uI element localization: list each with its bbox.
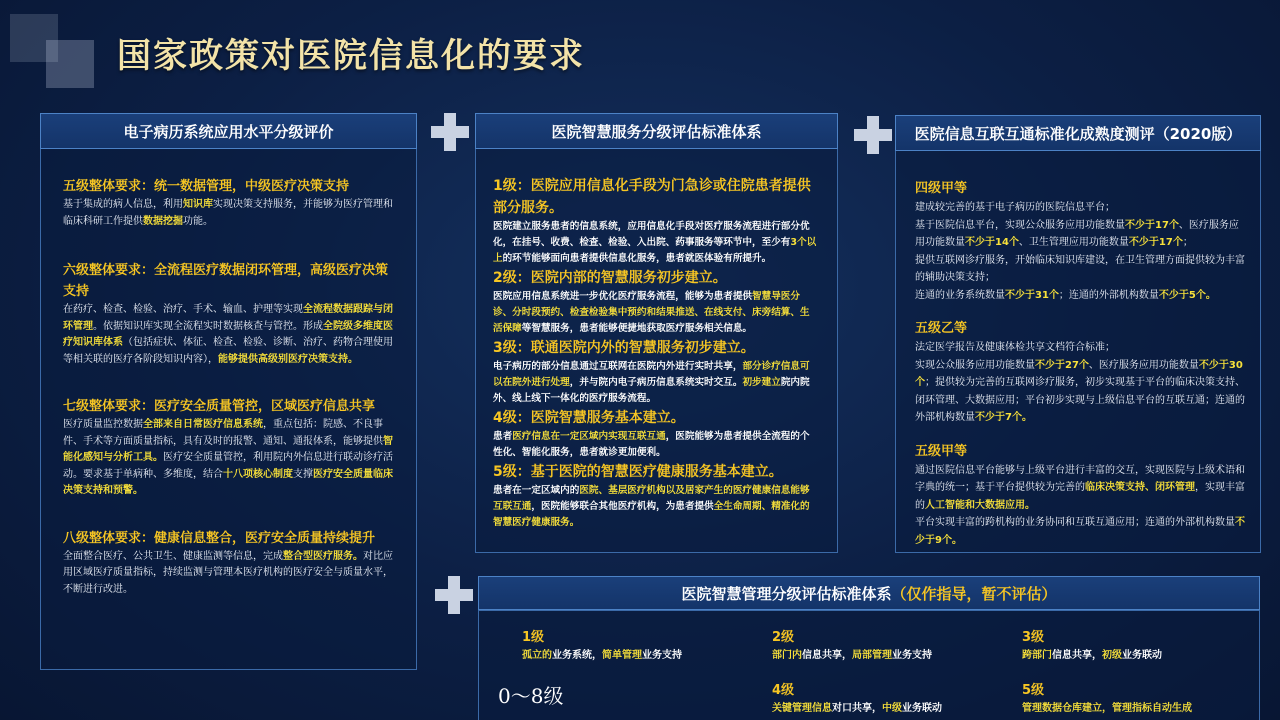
body-text: 对口共享， xyxy=(832,703,882,714)
highlight-text: 管理数据仓库建立，管理指标自动生成 xyxy=(1022,703,1192,714)
left-section xyxy=(63,176,393,230)
highlight-text: 关键管理信息 xyxy=(772,703,832,714)
level-body xyxy=(493,289,819,337)
body-text: （包括症状、体征、检查、检验、诊断、治疗、药物合理使用等相关联的医疗各阶段知识内容）， xyxy=(63,337,393,365)
body-text: 全面整合医疗、公共卫生、健康监测等信息，完成 xyxy=(63,550,283,562)
section-body xyxy=(915,462,1245,550)
highlight-text: 不少于7个。 xyxy=(975,412,1032,423)
body-text: 支撑 xyxy=(293,468,313,480)
highlight-text: 部门内 xyxy=(772,650,802,661)
highlight-text: 智慧导医分诊、分时段预约、检查检验集中预约和结果推送、在线支付、床旁结算、生活保障 xyxy=(493,291,810,334)
highlight-text: 不少于5个。 xyxy=(1158,289,1216,301)
mgmt-level-desc xyxy=(522,646,682,661)
body-text: ，实现丰富的 xyxy=(915,482,1245,511)
body-text: 、医疗服务应用功能数量 xyxy=(1088,359,1199,371)
highlight-text: 临床决策支持、闭环管理 xyxy=(1085,482,1195,493)
body-text: 业务支持 xyxy=(642,650,682,661)
body-text: 法定医学报告及健康体检共享文档符合标准； xyxy=(915,342,1115,353)
plus-icon xyxy=(854,116,892,154)
highlight-text: 初步建立 xyxy=(742,377,781,388)
right-panel-header: 医院信息互联互通标准化成熟度测评（2020版） xyxy=(895,115,1261,151)
level-range: 0～8级 xyxy=(498,684,564,708)
body-text: 患者 xyxy=(493,431,513,442)
level-title: 4级：医院智慧服务基本建立。 xyxy=(493,410,685,426)
right-section xyxy=(915,441,1245,550)
left-section xyxy=(63,260,393,368)
body-text: 、医疗服务应用功能数量 xyxy=(915,219,1239,248)
level-title: 3级：联通医院内外的智慧服务初步建立。 xyxy=(493,340,755,356)
middle-panel-header: 医院智慧服务分级评估标准体系 xyxy=(475,113,838,149)
mgmt-level-label: 5级 xyxy=(1022,683,1045,698)
level-title: 5级：基于医院的智慧医疗健康服务基本建立。 xyxy=(493,464,783,480)
body-text: ；连通的外部机构数量 xyxy=(1058,289,1159,301)
highlight-text: 整合型医疗服务。 xyxy=(283,550,363,562)
mgmt-level-desc xyxy=(772,699,942,714)
left-panel xyxy=(40,148,417,670)
right-panel xyxy=(895,150,1261,553)
decor-square xyxy=(46,40,94,88)
mgmt-level-desc xyxy=(1022,646,1162,661)
highlight-text: 全生命周期、精准化的智慧医疗健康服务。 xyxy=(493,501,810,528)
mgmt-level-desc xyxy=(772,646,932,661)
level-body xyxy=(493,429,819,461)
section-title: 六级整体要求：全流程医疗数据闭环管理，高级医疗决策支持 xyxy=(63,263,389,299)
body-text: ，并与院内电子病历信息系统实时交互。 xyxy=(569,377,743,388)
left-section xyxy=(63,528,393,599)
body-text: 信息共享， xyxy=(802,650,852,661)
body-text: 等智慧服务，患者能够便捷地获取医疗服务相关信息。 xyxy=(521,323,753,334)
highlight-text: 全流程数据跟踪与闭环管理 xyxy=(63,304,393,332)
highlight-text: 能够提供高级别医疗决策支持。 xyxy=(218,353,358,365)
body-text: 院内院外、线上线下一体化的医疗服务流程。 xyxy=(493,377,810,404)
highlight-text: 智能化感知与分析工具。 xyxy=(63,435,393,463)
mgmt-level-desc xyxy=(1022,699,1192,714)
body-text: 连通的业务系统数量 xyxy=(915,289,1005,301)
plus-icon xyxy=(435,576,473,614)
body-text: 通过医院信息平台能够与上级平台进行丰富的交互，实现医院与上级术语和字典的统一；基于平台提供较为完善的 xyxy=(915,464,1245,493)
body-text: 基于集成的病人信息，利用 xyxy=(63,199,183,210)
body-text: 医院应用信息系统进一步优化医疗服务流程，能够为患者提供 xyxy=(493,291,753,302)
highlight-text: 知识库 xyxy=(183,199,213,210)
body-text: 平台实现丰富的跨机构的业务协同和互联互通应用；连通的外部机构数量 xyxy=(915,517,1235,528)
highlight-text: 医院、基层医疗机构以及居家产生的医疗健康信息能够互联互通 xyxy=(493,485,810,512)
bottom-panel-header xyxy=(478,576,1260,610)
body-text: ； xyxy=(1182,237,1193,248)
bottom-header-note: （仅作指导，暂不评估） xyxy=(891,584,1057,603)
body-text: 在药疗、检查、检验、治疗、手术、输血、护理等实现 xyxy=(63,304,303,315)
left-panel-header: 电子病历系统应用水平分级评价 xyxy=(40,113,417,149)
highlight-text: 部分诊疗信息可以在院外进行处理 xyxy=(493,361,810,388)
highlight-text: 跨部门 xyxy=(1022,650,1052,661)
body-text: 业务联动 xyxy=(902,703,942,714)
body-text: 实现决策支持服务，并能够为医疗管理和临床科研工作提供 xyxy=(63,199,393,227)
section-title: 五级甲等 xyxy=(915,443,968,459)
body-text: 电子病历的部分信息通过互联网在医院内外进行实时共享， xyxy=(493,361,743,372)
body-text: 基于医院信息平台，实现公众服务应用功能数量 xyxy=(915,219,1125,231)
middle-levels xyxy=(493,175,819,531)
section-title: 四级甲等 xyxy=(915,181,968,196)
body-text: 对比应用区域医疗质量指标，持续监测与管理本医疗机构的医疗安全与质量水平，不断进行改进。 xyxy=(63,550,393,595)
body-text: 医疗安全质量管控，利用院内外信息进行联动诊疗活动。要求基于单病种、多维度，结合 xyxy=(63,452,393,480)
highlight-text: 不少于30个 xyxy=(915,359,1243,388)
page-title: 国家政策对医院信息化的要求 xyxy=(117,36,585,76)
left-sections xyxy=(63,176,393,598)
body-text: ，医院能够为患者提供全流程的个性化、智能化服务，患者就诊更加便利。 xyxy=(493,431,810,458)
body-text: 业务联动 xyxy=(1122,650,1162,661)
highlight-text: 不少于31个 xyxy=(1005,289,1059,301)
highlight-text: 不少于9个。 xyxy=(915,517,1245,546)
section-body xyxy=(63,417,393,500)
mgmt-level-label: 4级 xyxy=(772,683,795,698)
section-body xyxy=(915,339,1245,427)
mgmt-level-label: 1级 xyxy=(522,630,545,645)
body-text: 患者在一定区域内的 xyxy=(493,485,580,496)
section-title: 五级乙等 xyxy=(915,321,968,336)
section-body xyxy=(63,302,393,368)
body-text: 功能。 xyxy=(183,215,213,227)
highlight-text: 初级 xyxy=(1102,650,1122,661)
middle-level xyxy=(493,175,819,267)
right-section xyxy=(915,178,1245,304)
body-text: 业务支持 xyxy=(892,650,932,661)
highlight-text: 简单管理 xyxy=(602,650,642,661)
body-text: 业务系统， xyxy=(552,650,602,661)
section-title: 五级整体要求：统一数据管理，中级医疗决策支持 xyxy=(63,179,350,194)
highlight-text: 全院级多维度医疗知识库体系 xyxy=(63,320,393,348)
highlight-text: 中级 xyxy=(882,703,902,714)
highlight-text: 全部来自日常医疗信息系统 xyxy=(143,419,263,430)
body-text: ；提供较为完善的互联网诊疗服务，初步实现基于平台的临床决策支持、闭环管理、大数据应用；平台初步实现与上级信息平台的互联互通；连通的外部机构数量 xyxy=(915,377,1245,423)
body-text: 医院建立服务患者的信息系统，应用信息化手段对医疗服务流程进行部分优化，在挂号、收费、检查、检验、入出院、药事服务等环节中，至少有 xyxy=(493,221,810,248)
middle-level xyxy=(493,407,819,461)
highlight-text: 不少于17个 xyxy=(1128,237,1183,248)
highlight-text: 3个以上 xyxy=(493,237,817,264)
highlight-text: 不少于14个 xyxy=(965,237,1019,248)
section-title: 七级整体要求：医疗安全质量管控，区域医疗信息共享 xyxy=(63,399,376,414)
left-section xyxy=(63,396,393,500)
section-title: 八级整体要求：健康信息整合，医疗安全质量持续提升 xyxy=(63,530,376,546)
middle-level xyxy=(493,337,819,407)
body-text: 提供互联网诊疗服务，开始临床知识库建设，在卫生管理方面提供较为丰富的辅助决策支持； xyxy=(915,254,1245,283)
mgmt-level-label: 2级 xyxy=(772,630,795,645)
highlight-text: 数据挖掘 xyxy=(143,215,183,227)
highlight-text: 十八项核心制度 xyxy=(223,468,293,480)
body-text: 、卫生管理应用功能数量 xyxy=(1018,237,1129,248)
bottom-header-title: 医院智慧管理分级评估标准体系 xyxy=(681,584,892,603)
level-body xyxy=(493,359,819,407)
middle-panel xyxy=(475,148,838,553)
mgmt-level-label: 3级 xyxy=(1022,630,1045,645)
highlight-text: 局部管理 xyxy=(852,650,892,661)
body-text: 建成较完善的基于电子病历的医院信息平台； xyxy=(915,202,1115,213)
level-title: 2级：医院内部的智慧服务初步建立。 xyxy=(493,270,727,286)
section-body xyxy=(915,199,1245,304)
highlight-text: 不少于17个 xyxy=(1125,219,1179,231)
body-text: ，医院能够联合其他医疗机构，为患者提供 xyxy=(531,501,714,512)
body-text: 实现公众服务应用功能数量 xyxy=(915,359,1035,371)
body-text: 的环节能够面向患者提供信息化服务，患者就医体验有所提升。 xyxy=(502,253,772,264)
level-body xyxy=(493,483,819,531)
section-body xyxy=(63,549,393,599)
right-section xyxy=(915,318,1245,427)
right-sections xyxy=(915,178,1245,549)
level-body xyxy=(493,219,819,267)
body-text: 。依据知识库实现全流程实时数据核查与管控。形成 xyxy=(93,320,323,332)
body-text: 医疗质量监控数据 xyxy=(63,419,143,430)
level-title: 1级：医院应用信息化手段为门急诊或住院患者提供部分服务。 xyxy=(493,178,811,216)
middle-level xyxy=(493,461,819,531)
section-body xyxy=(63,197,393,230)
highlight-text: 不少于27个 xyxy=(1035,359,1089,371)
highlight-text: 人工智能和大数据应用。 xyxy=(925,499,1035,511)
plus-icon xyxy=(431,113,469,151)
body-text: 信息共享， xyxy=(1052,650,1102,661)
middle-level xyxy=(493,267,819,337)
highlight-text: 医疗信息在一定区域内实现互联互通 xyxy=(512,431,666,442)
highlight-text: 孤立的 xyxy=(522,650,552,661)
body-text: ，重点包括：院感、不良事件、手术等方面质量指标，具有及时的报警、通知、通报体系，能够提供 xyxy=(63,419,383,447)
highlight-text: 医疗安全质量临床决策支持和预警。 xyxy=(63,468,393,496)
